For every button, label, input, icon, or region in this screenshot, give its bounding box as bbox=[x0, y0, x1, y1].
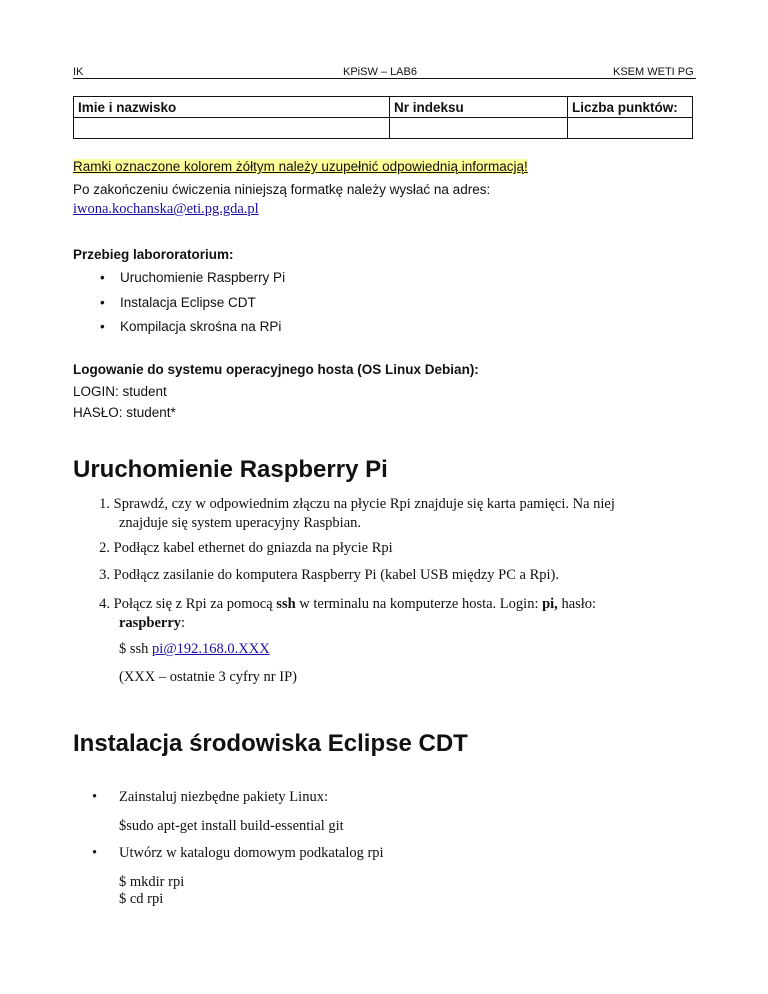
cd-command: $ cd rpi bbox=[119, 891, 164, 907]
email-link[interactable]: iwona.kochanska@eti.pg.gda.pl bbox=[73, 201, 259, 217]
name-label: Imie i nazwisko bbox=[74, 97, 390, 118]
course-title: Przebieg labororatorium: bbox=[73, 247, 234, 262]
step-4: 4. Połącz się z Rpi za pomocą ssh w terminalu na komputerze hosta. Login: pi, hasło: raspberry: bbox=[99, 596, 597, 631]
step-3: 3. Podłącz zasilanie do komputera Raspberry Pi (kabel USB między PC a Rpi). bbox=[99, 567, 560, 583]
login-pass: HASŁO: student* bbox=[73, 405, 176, 420]
send-instructions: Po zakończeniu ćwiczenia niniejszą formatkę należy wysłać na adres: bbox=[73, 182, 491, 197]
header-left: IK bbox=[73, 66, 84, 78]
bullet-1: • Zainstaluj niezbędne pakiety Linux: bbox=[92, 789, 328, 805]
install-command: $sudo apt-get install build-essential git bbox=[119, 818, 344, 834]
section-title-eclipse: Instalacja środowiska Eclipse CDT bbox=[73, 730, 468, 757]
login-user: LOGIN: student bbox=[73, 384, 167, 399]
header-divider bbox=[73, 78, 696, 79]
ip-note: (XXX – ostatnie 3 cyfry nr IP) bbox=[119, 669, 297, 685]
step-2: 2. Podłącz kabel ethernet do gniazda na płycie Rpi bbox=[99, 540, 393, 556]
step-1: 1. Sprawdź, czy w odpowiednim złączu na płycie Rpi znajduje się karta pamięci. Na niej znajduje się system uperacyjny Raspbian. bbox=[99, 496, 615, 531]
ssh-command: $ ssh pi@192.168.0.XXX bbox=[119, 641, 270, 657]
header-center: KPiSW – LAB6 bbox=[343, 66, 417, 78]
mkdir-commands bbox=[119, 874, 184, 908]
list-item: • Kompilacja skrośna na RPi bbox=[100, 315, 285, 340]
points-field[interactable] bbox=[568, 118, 693, 139]
ssh-host-link[interactable]: pi@192.168.0.XXX bbox=[152, 641, 270, 657]
student-form-table bbox=[73, 96, 693, 139]
list-item: • Uruchomienie Raspberry Pi bbox=[100, 266, 285, 291]
index-label: Nr indeksu bbox=[390, 97, 568, 118]
section-title-raspberry: Uruchomienie Raspberry Pi bbox=[73, 456, 388, 483]
course-list bbox=[100, 266, 285, 340]
header-right: KSEM WETI PG bbox=[613, 66, 694, 78]
yellow-notice: Ramki oznaczone kolorem żółtym należy uzupełnić odpowiednią informacją! bbox=[73, 159, 528, 174]
login-title: Logowanie do systemu operacyjnego hosta (OS Linux Debian): bbox=[73, 362, 479, 377]
mkdir-command: $ mkdir rpi bbox=[119, 874, 185, 890]
bullet-2: • Utwórz w katalogu domowym podkatalog rpi bbox=[92, 845, 384, 861]
name-field[interactable] bbox=[74, 118, 390, 139]
points-label: Liczba punktów: bbox=[568, 97, 693, 118]
list-item: • Instalacja Eclipse CDT bbox=[100, 291, 285, 316]
index-field[interactable] bbox=[390, 118, 568, 139]
